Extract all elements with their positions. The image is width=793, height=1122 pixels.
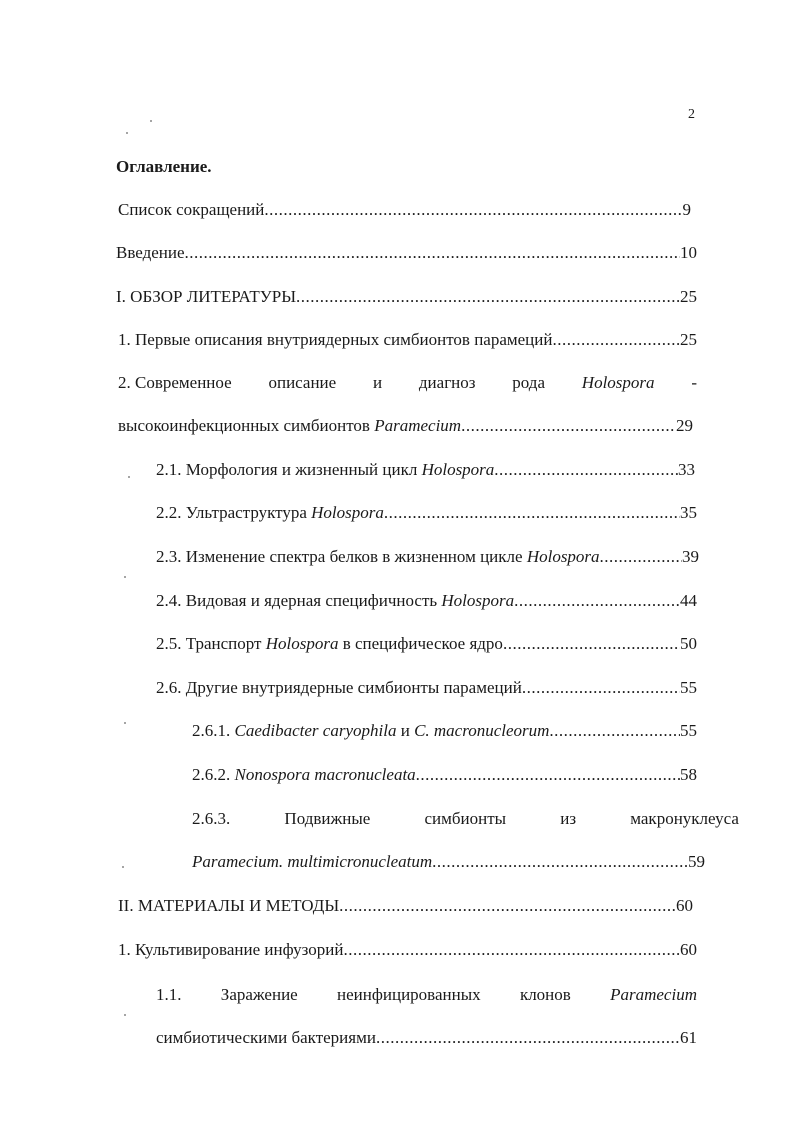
scan-speck: [124, 1014, 126, 1016]
toc-entry-abbreviations[interactable]: Список сокращений ..... 9: [118, 197, 691, 223]
toc-entry-2-6-3-line1[interactable]: 2.6.3. Подвижные симбионты из макронуклеуса: [192, 809, 739, 828]
toc-entry-methods-1[interactable]: 1. Культивирование инфузорий ..... 60: [118, 937, 697, 963]
toc-entry-2-5[interactable]: 2.5. Транспорт Holospora в специфическое ядро ..... 50: [156, 631, 697, 657]
page-number: 2: [688, 107, 695, 122]
toc-entry-section-2-line2[interactable]: высокоинфекционных симбионтов Paramecium ..... 29: [118, 413, 693, 439]
toc-entry-section-1[interactable]: 1. Первые описания внутриядерных симбионтов парамеций ..... 25: [118, 327, 697, 353]
scan-speck: [122, 866, 124, 868]
toc-entry-2-2[interactable]: 2.2. Ультраструктура Holospora ..... 35: [156, 500, 697, 526]
toc-entry-literature-review[interactable]: I. ОБЗОР ЛИТЕРАТУРЫ ..... 25: [116, 284, 697, 310]
scan-speck: [124, 722, 126, 724]
toc-entry-section-2-line1[interactable]: 2. Современное описание и диагноз рода Holospora -: [118, 373, 697, 392]
toc-entry-2-3[interactable]: 2.3. Изменение спектра белков в жизненном цикле Holospora ..... 39: [156, 544, 699, 570]
toc-entry-2-1[interactable]: 2.1. Морфология и жизненный цикл Holospora ..... 33: [156, 457, 695, 483]
toc-entry-methods-1-1-line1[interactable]: 1.1. Заражение неинфицированных клонов Paramecium: [156, 985, 697, 1004]
toc-entry-2-6-1[interactable]: 2.6.1. Caedibacter caryophila и C. macronucleorum ..... 55: [192, 718, 697, 744]
toc-heading: Оглавление.: [116, 157, 212, 176]
toc-entry-2-6-2[interactable]: 2.6.2. Nonospora macronucleata ..... 58: [192, 762, 697, 788]
toc-entry-2-6[interactable]: 2.6. Другие внутриядерные симбионты парамеций ..... 55: [156, 675, 697, 701]
scan-speck: [126, 132, 128, 134]
toc-entry-2-6-3-line2[interactable]: Paramecium. multimicronucleatum ..... 59: [192, 849, 705, 875]
scan-speck: [128, 476, 130, 478]
toc-entry-introduction[interactable]: Введение ..... 10: [116, 240, 697, 266]
toc-entry-materials-methods[interactable]: II. МАТЕРИАЛЫ И МЕТОДЫ ..... 60: [118, 893, 693, 919]
toc-entry-2-4[interactable]: 2.4. Видовая и ядерная специфичность Holospora ..... 44: [156, 588, 697, 614]
toc-entry-methods-1-1-line2[interactable]: симбиотическими бактериями ..... 61: [156, 1025, 697, 1051]
scan-speck: [124, 576, 126, 578]
scan-speck: [150, 120, 152, 122]
